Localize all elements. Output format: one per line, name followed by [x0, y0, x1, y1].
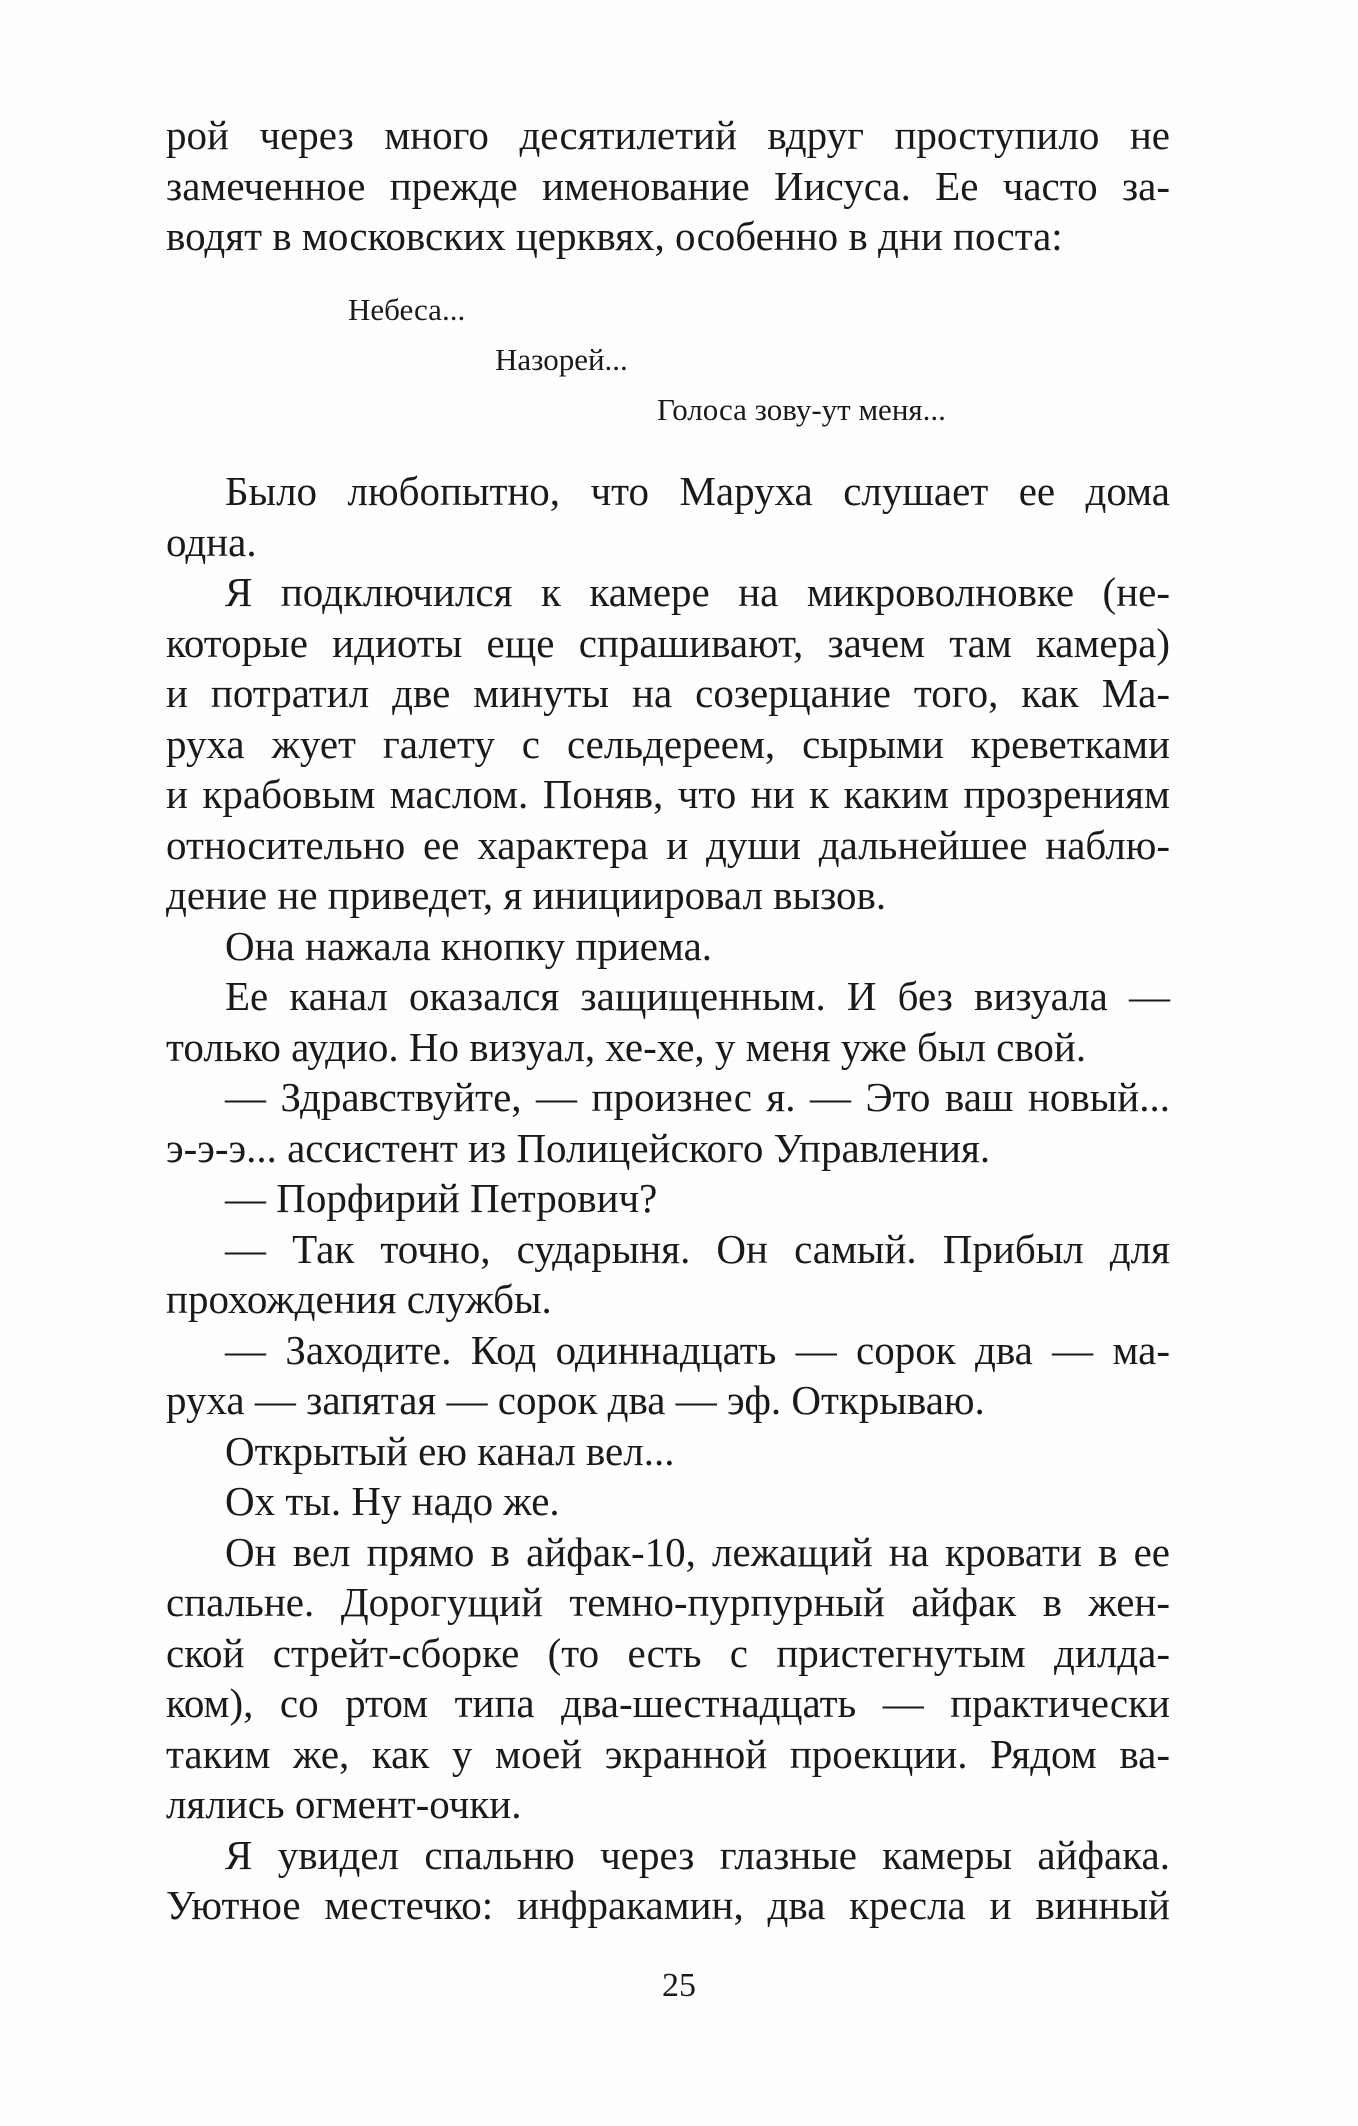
text-line: Ее канал оказался защищенным. И без визуала —	[225, 973, 1170, 1019]
text-line: только аудио. Но визуал, хе-хе, у меня уже был свой.	[166, 1023, 1087, 1070]
text-line: дение не приведет, я инициировал вызов.	[166, 872, 887, 918]
text-line: и потратил две минуты на созерцание того, как Ма-	[166, 670, 1170, 716]
intro-paragraph	[166, 110, 1170, 262]
text-line: — Так точно, сударыня. Он самый. Прибыл для	[225, 1225, 1170, 1272]
text-line: руха жует галету с сельдереем, сырыми креветками	[166, 720, 1170, 767]
text-line: спальне. Дорогущий темно-пурпурный айфак в жен-	[166, 1579, 1170, 1625]
text-line: — Здравствуйте, — произнес я. — Это ваш новый...	[225, 1074, 1170, 1120]
text-line: Он вел прямо в айфак-10, лежащий на кровати в ее	[225, 1528, 1170, 1575]
text-line: Ох ты. Ну надо же.	[225, 1478, 560, 1524]
text-line: которые идиоты еще спрашивают, зачем там камера)	[166, 619, 1170, 666]
poem-line: Небеса...	[348, 292, 466, 327]
text-line: Я увидел спальню через глазные камеры айфака.	[225, 1831, 1170, 1878]
text-line: Уютное местечко: инфракамин, два кресла и винный	[166, 1882, 1170, 1928]
text-line: Я подключился к камере на микроволновке (не-	[225, 569, 1170, 615]
text-line: лялись огмент-очки.	[166, 1781, 522, 1827]
page-number: 25	[662, 1967, 696, 2004]
poem-quote	[166, 290, 1170, 440]
text-line: относительно ее характера и души дальнейшее наблю-	[166, 821, 1170, 868]
text-line: и крабовым маслом. Поняв, что ни к каким прозрениям	[166, 771, 1170, 817]
text-line: водят в московских церквях, особенно в дни поста:	[166, 213, 1063, 259]
text-line: одна.	[166, 518, 257, 565]
body-text	[166, 466, 1170, 1931]
text-line: Открытый ею канал вел...	[225, 1427, 675, 1474]
text-line: таким же, как у моей экранной проекции. Рядом ва-	[166, 1730, 1170, 1777]
text-line: — Порфирий Петрович?	[225, 1175, 658, 1221]
text-line: э-э-э... ассистент из Полицейского Управления.	[166, 1124, 991, 1171]
text-line: ской стрейт-сборке (то есть с пристегнутым дилда-	[166, 1629, 1170, 1676]
text-line: замеченное прежде именование Иисуса. Ее часто за-	[166, 162, 1170, 209]
poem-line: Голоса зову-ут меня...	[657, 392, 946, 427]
text-line: рой через много десятилетий вдруг проступило не	[166, 112, 1170, 158]
text-line: ком), со ртом типа два-шестнадцать — практически	[166, 1680, 1170, 1726]
text-line: — Заходите. Код одиннадцать — сорок два — ма-	[225, 1326, 1170, 1373]
text-line: Она нажала кнопку приема.	[225, 922, 713, 969]
text-line: руха — запятая — сорок два — эф. Открываю.	[166, 1377, 985, 1423]
poem-line: Назорей...	[495, 342, 628, 377]
text-line: Было любопытно, что Маруха слушает ее дома	[225, 468, 1170, 514]
text-line: прохождения службы.	[166, 1276, 552, 1322]
